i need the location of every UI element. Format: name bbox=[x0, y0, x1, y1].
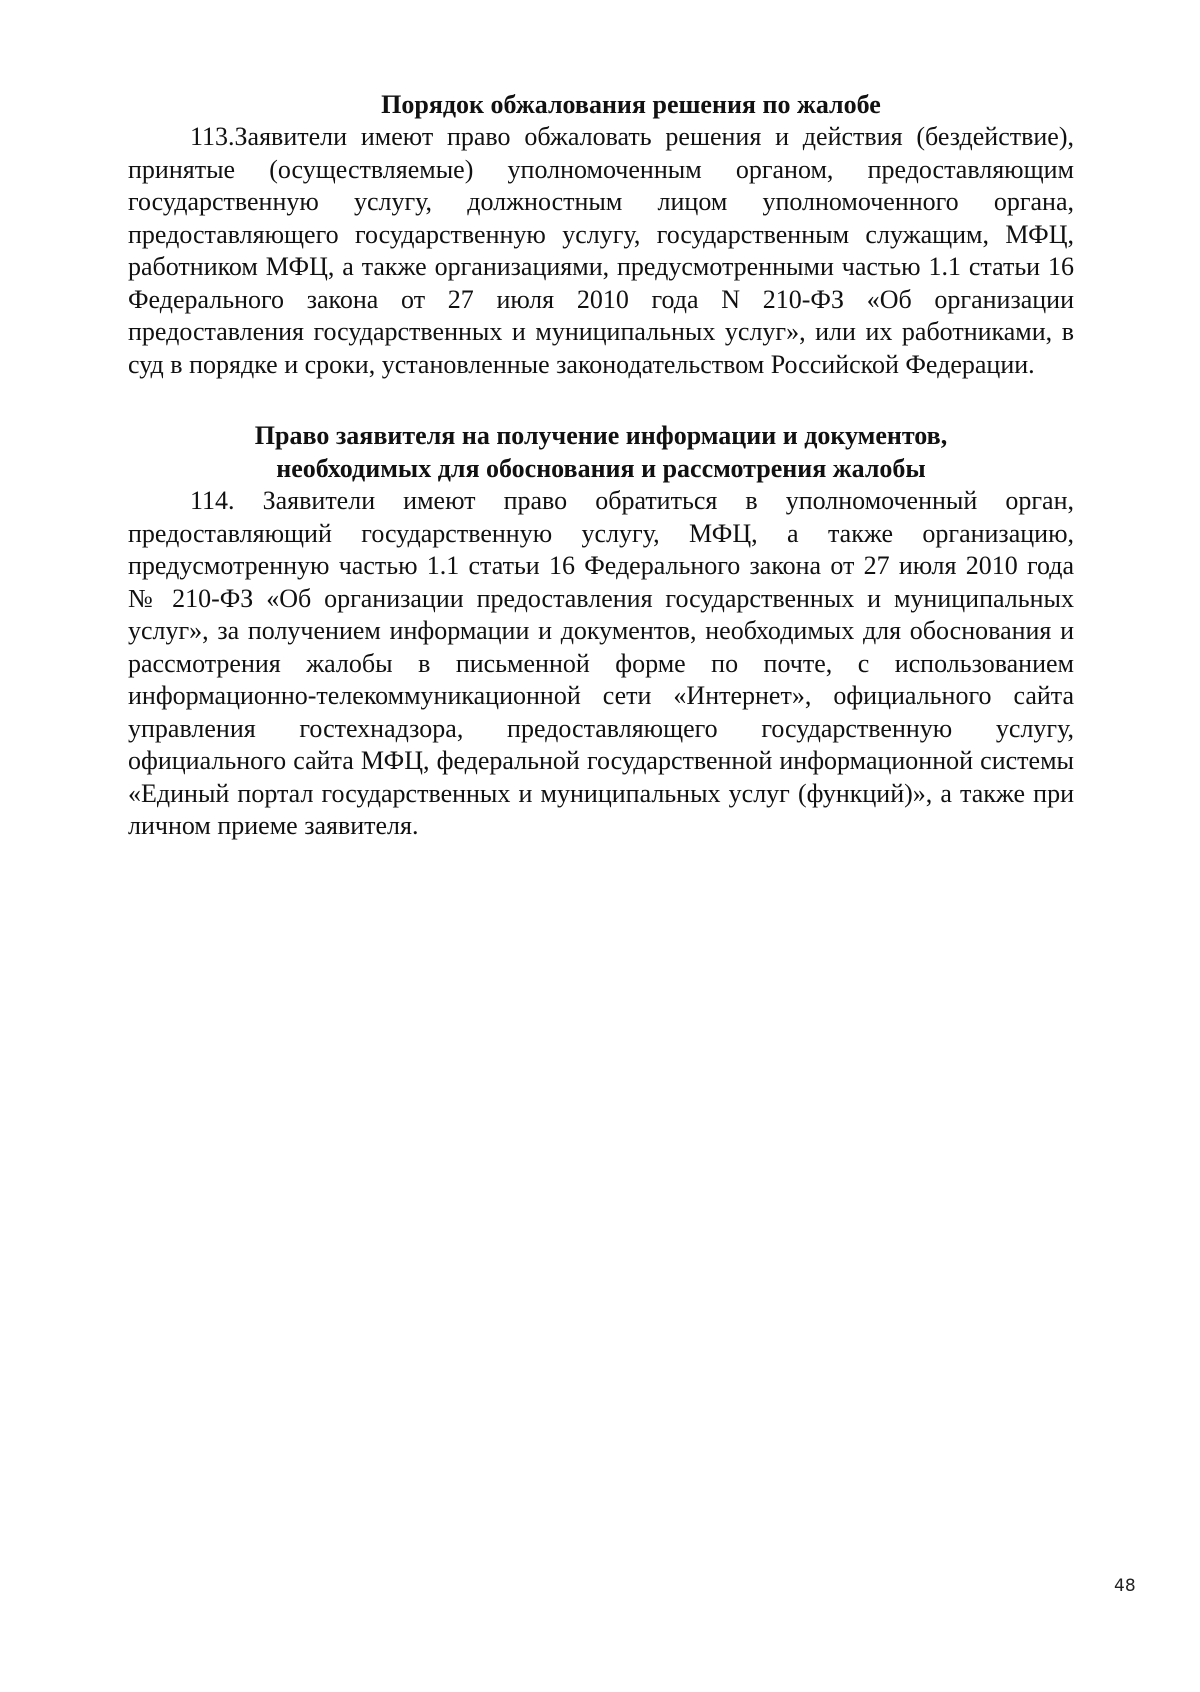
paragraph-114: 114. Заявители имеют право обратиться в уполномоченный орган, предоставляющий государственную услугу, МФЦ, а также организацию, предусмотренную частью 1.1 статьи 16 Федерального закона от 27 июля 2010 года № 210-ФЗ «Об организации предоставления государственных и муниципальных услуг», за получением информации и документов, необходимых для обоснования и рассмотрения жалобы в письменной форме по почте, с использованием информационно-телекоммуникационной сети «Интернет», официального сайта управления гостехнадзора, предоставляющего государственную услугу, официального сайта МФЦ, федеральной государственной информационной системы «Единый портал государственных и муниципальных услуг (функций)», а также при личном приеме заявителя. bbox=[128, 486, 1074, 840]
section-spacer bbox=[128, 381, 1074, 419]
paragraph-113: 113.Заявители имеют право обжаловать решения и действия (бездействие), принятые (осуществляемые) уполномоченным органом, предоставляющим государственную услугу, должностным лицом уполномоченного органа, предоставляющего государственную услугу, государственным служащим, МФЦ, работником МФЦ, а также организациями, предусмотренными частью 1.1 статьи 16 Федерального закона от 27 июля 2010 года N 210-ФЗ «Об организации предоставления государственных и муниципальных услуг», или их работниками, в суд в порядке и сроки, установленные законодательством Российской Федерации. bbox=[128, 122, 1074, 379]
section-heading-right-to-information bbox=[128, 419, 1074, 485]
section-heading-line-2: необходимых для обоснования и рассмотрения жалобы bbox=[276, 454, 926, 483]
page-number: 48 bbox=[1114, 1576, 1136, 1596]
section-heading-line-1: Право заявителя на получение информации и документов, bbox=[254, 421, 948, 450]
section-heading-appeal-procedure: Порядок обжалования решения по жалобе bbox=[381, 90, 881, 119]
document-body bbox=[128, 88, 1074, 843]
